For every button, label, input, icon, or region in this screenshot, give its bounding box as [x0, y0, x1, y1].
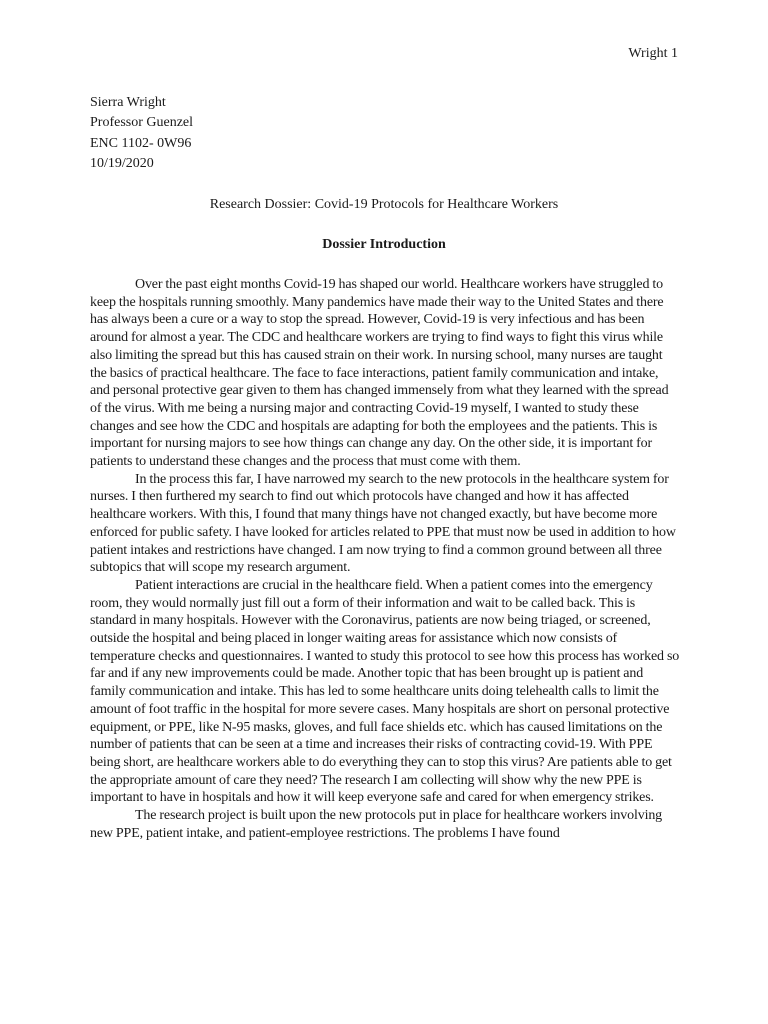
- mla-heading: [90, 93, 193, 174]
- paragraph: In the process this far, I have narrowed my search to the new protocols in the healthcare system for nurses. I then furthered my search to find out which protocols have changed and how it has affected healthcare workers. With this, I found that many things have not changed exactly, but have become more enforced for public safety. I have looked for articles related to PPE that must now be used in addition to how patient intakes and restrictions have changed. I am now trying to find a common ground between all three subtopics that will scope my research argument.: [90, 471, 676, 576]
- body-text: [90, 276, 680, 843]
- document-date: 10/19/2020: [90, 155, 154, 171]
- section-heading: Dossier Introduction: [322, 237, 446, 252]
- author-name: Sierra Wright: [90, 95, 166, 110]
- paragraph: Patient interactions are crucial in the healthcare field. When a patient comes into the emergency room, they would normally just fill out a form of their information and wait to be called back. This is standard in many hospitals. However with the Coronavirus, patients are now being triaged, or screened, outside the hospital and being placed in longer waiting areas for assistance which now consists of temperature checks and questionnaires. I wanted to study this protocol to see how this process has worked so far and if any new improvements could be made. Another topic that has been brought up is patient and family communication and intake. This has led to some healthcare units doing telehealth calls to limit the amount of foot traffic in the hospital for more severe cases. Many hospitals are short on personal protective equipment, or PPE, like N-95 masks, gloves, and full face shields etc. which has caused limitations on the number of patients that can be seen at a time and increases their risks of contracting covid-19. With PPE being short, are healthcare workers able to do everything they can to stop this virus? Are patients able to get the appropriate amount of care they need? The research I am collecting will show why the new PPE is important to have in hospitals and how it will keep everyone safe and cared for when emergency strikes.: [90, 577, 680, 806]
- paragraph: The research project is built upon the new protocols put in place for healthcare workers involving new PPE, patient intake, and patient-employee restrictions. The problems I have found: [90, 808, 663, 841]
- running-head: Wright 1: [628, 46, 678, 61]
- course-code: ENC 1102- 0W96: [90, 135, 192, 151]
- paragraph: Over the past eight months Covid-19 has shaped our world. Healthcare workers have struggled to keep the hospitals running smoothly. Many pandemics have made their way to the United States and there has always been a cure or a way to stop the spread. However, Covid-19 is very infectious and has been around for almost a year. The CDC and healthcare workers are trying to find ways to fight this virus while also limiting the spread but this has caused strain on their work. In nursing school, many nurses are taught the basics of practical healthcare. The face to face interactions, patient family communication and intake, and personal protective gear given to them has changed immensely from what they learned with the spread of the virus. With me being a nursing major and contracting Covid-19 myself, I wanted to study these changes and see how the CDC and hospitals are adapting for both the employees and the patients. This is important for nursing majors to see how things can change any day. On the other side, it is important for patients to understand these changes and the process that must come with them.: [90, 277, 669, 470]
- document-title: Research Dossier: Covid-19 Protocols for Healthcare Workers: [209, 197, 559, 212]
- professor-name: Professor Guenzel: [90, 115, 194, 131]
